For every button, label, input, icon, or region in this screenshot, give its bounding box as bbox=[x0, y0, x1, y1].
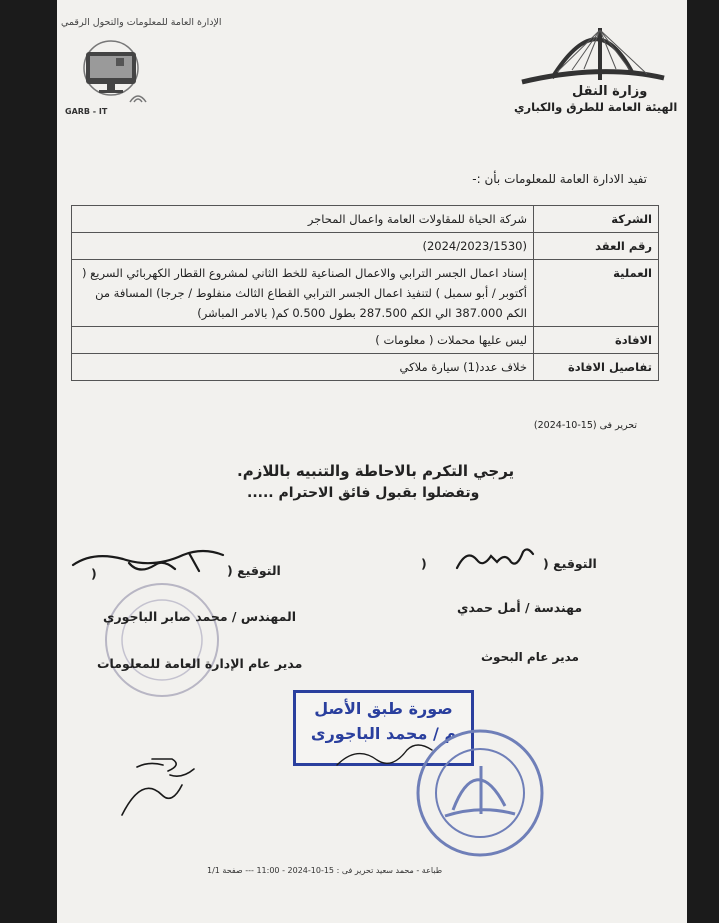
row-label-operation: العملية bbox=[534, 260, 659, 327]
issue-date: تحرير فى (15-10-2024) bbox=[533, 420, 637, 431]
right-sign-label: التوقيع ( bbox=[543, 556, 597, 571]
table-row bbox=[72, 260, 659, 327]
left-sign-label: التوقيع ( bbox=[227, 563, 281, 578]
row-label-statement: الافادة bbox=[534, 327, 659, 354]
closing-line-1: يرجي التكرم بالاحاطة والتنبيه باللازم. bbox=[237, 462, 515, 480]
stamp-line-1: صورة طبق الأصل bbox=[314, 699, 453, 718]
row-value-operation: إسناد اعمال الجسر الترابي والاعمال الصناعية للخط الثاني لمشروع القطار الكهربائي السريع ( أكتوبر / أبو سمبل ) لتنفيذ اعمال الجسر الترابي القطاع الثالث منفلوط / جرجا) المسافة من الكم 387.000 الي الكم 287.500 بطول 0.500 كم( بالامر المباشر) bbox=[72, 260, 534, 327]
left-sign-close: ) bbox=[91, 566, 97, 581]
ministry-name: وزارة النقل bbox=[572, 84, 648, 99]
right-signer-title: مدير عام البحوث bbox=[481, 650, 579, 664]
closing-line-2: وتفضلوا بقبول فائق الاحترام ..... bbox=[247, 485, 480, 501]
table-row bbox=[72, 206, 659, 233]
stamp-line-2: م / محمد الباجورى bbox=[310, 724, 457, 743]
signal-icon bbox=[127, 90, 149, 104]
row-label-contract: رقم العقد bbox=[534, 233, 659, 260]
intro-line: تفيد الادارة العامة للمعلومات بأن :- bbox=[472, 172, 647, 186]
it-department-logo bbox=[57, 12, 222, 116]
table-row bbox=[72, 354, 659, 381]
left-signer-title: مدير عام الإدارة العامة للمعلومات bbox=[97, 656, 303, 671]
round-authority-seal-icon bbox=[415, 728, 545, 858]
authority-name: الهيئة العامة للطرق والكباري bbox=[514, 100, 678, 114]
print-footer: طباعة - محمد سعيد تحرير فى : 15-10-2024 - 11:00 --- صفحة 1/1 bbox=[207, 866, 443, 875]
ministry-logo bbox=[512, 20, 678, 120]
row-value-statement: ليس عليها محملات ( معلومات ) bbox=[72, 327, 534, 354]
right-signer-name: مهندسة / أمل حمدي bbox=[457, 600, 583, 615]
table-row bbox=[72, 233, 659, 260]
right-signature-icon bbox=[452, 540, 542, 580]
row-value-company: شركة الحياة للمقاولات العامة واعمال المحاجر bbox=[72, 206, 534, 233]
row-label-company: الشركة bbox=[534, 206, 659, 233]
it-logo-label: GARB - IT bbox=[65, 107, 108, 116]
row-value-contract: (2024/2023/1530) bbox=[72, 233, 534, 260]
left-signer-name: المهندس / محمد صابر الباجوري bbox=[103, 609, 297, 624]
row-label-details: تفاصيل الافادة bbox=[534, 354, 659, 381]
it-department-name: الإدارة العامة للمعلومات والتحول الرقمي bbox=[61, 17, 222, 28]
faint-round-seal-icon bbox=[102, 580, 222, 700]
margin-signature-icon bbox=[92, 745, 212, 825]
table-row bbox=[72, 327, 659, 354]
bridge-logo-icon bbox=[512, 20, 672, 90]
right-sign-close: ) bbox=[421, 556, 427, 571]
info-table bbox=[71, 205, 659, 381]
document-page bbox=[57, 0, 687, 923]
row-value-details: خلاف عدد(1) سيارة ملاكي bbox=[72, 354, 534, 381]
